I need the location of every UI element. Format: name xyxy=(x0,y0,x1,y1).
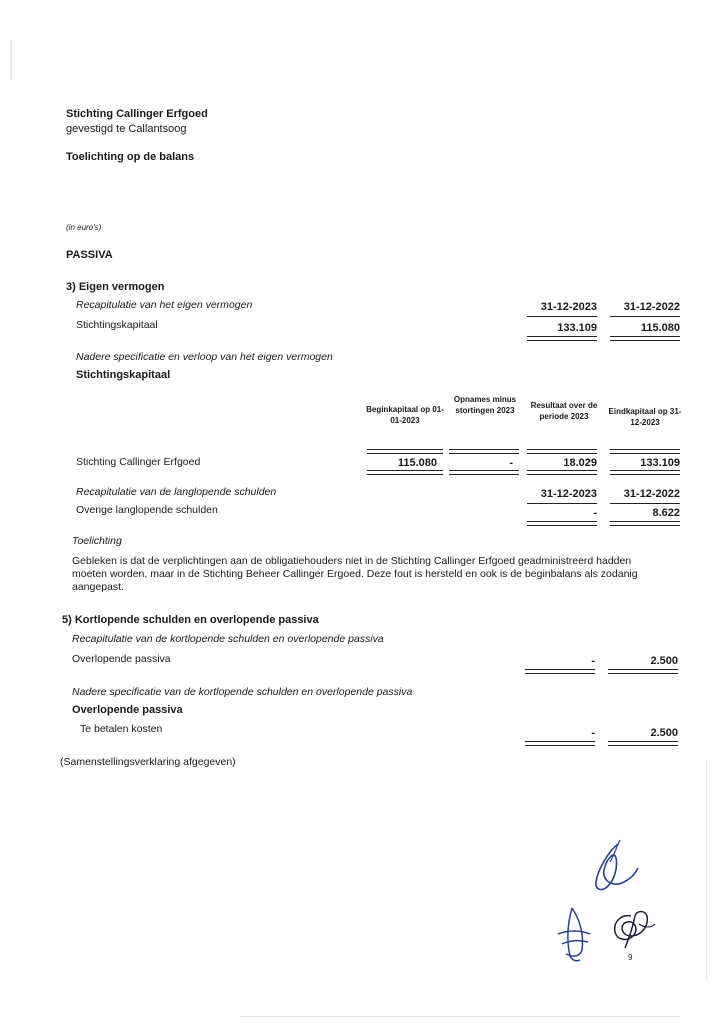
kortlopend-spec-heading: Nadere specificatie van de kortlopende schulden en overlopende passiva xyxy=(72,686,413,698)
double-underline xyxy=(525,669,595,674)
overlopende-passiva-label: Overlopende passiva xyxy=(72,653,171,665)
langlopend-row-label: Overige langlopende schulden xyxy=(76,504,218,516)
signature-3 xyxy=(605,906,657,950)
col-beginkapitaal: Beginkapitaal op 01-01-2023 xyxy=(366,405,444,425)
col-header-2022: 31-12-2022 xyxy=(623,301,680,313)
double-underline xyxy=(610,521,680,526)
langlopend-2023: - xyxy=(593,507,597,519)
stichtingskapitaal-2023: 133.109 xyxy=(557,322,597,334)
recap-eigen-vermogen-label: Recapitulatie van het eigen vermogen xyxy=(76,299,253,311)
stichtingskapitaal-2022: 115.080 xyxy=(640,322,680,334)
page-number: 9 xyxy=(628,953,633,962)
double-underline xyxy=(610,336,680,341)
langlopend-col-2023: 31-12-2023 xyxy=(540,488,597,500)
specificatie-heading: Nadere specificatie en verloop van het eigen vermogen xyxy=(76,351,333,363)
spec-opnames-value: - xyxy=(509,457,513,469)
double-underline xyxy=(367,470,443,475)
recap-kortlopend-label: Recapitulatie van de kortlopende schulden en overlopende passiva xyxy=(72,633,384,645)
te-betalen-kosten-label: Te betalen kosten xyxy=(80,723,163,735)
toelichting-heading: Toelichting xyxy=(72,535,122,547)
scan-artifact xyxy=(240,1016,680,1017)
document-title: Toelichting op de balans xyxy=(66,151,195,163)
toelichting-text: Gebleken is dat de verplichtingen aan de obligatiehouders niet in de Stichting Callinger Erfgoed geadministreerd hadden moeten worden, maar in de Stichting Beheer Callinger Ergoed. Deze fout is hersteld en ook is de beginbalans als zodanig aangepast. xyxy=(72,555,638,593)
kortlopend-spec-subheading: Overlopende passiva xyxy=(72,704,183,716)
double-underline xyxy=(449,470,519,475)
col-eindkapitaal: Eindkapitaal op 31-12-2023 xyxy=(608,407,682,427)
double-line xyxy=(367,449,443,454)
overlopende-passiva-2023: - xyxy=(591,655,595,667)
col-resultaat: Resultaat over de periode 2023 xyxy=(530,401,598,421)
kortlopend-heading: 5) Kortlopende schulden en overlopende passiva xyxy=(62,614,319,626)
header-underline xyxy=(527,503,597,504)
double-underline xyxy=(610,470,680,475)
specificatie-subheading: Stichtingskapitaal xyxy=(76,369,171,381)
eigen-vermogen-heading: 3) Eigen vermogen xyxy=(66,281,165,293)
spec-eind-value: 133.109 xyxy=(640,457,680,469)
stichtingskapitaal-label: Stichtingskapitaal xyxy=(76,319,158,331)
org-location: gevestigd te Callantsoog xyxy=(66,123,187,135)
double-underline xyxy=(527,336,597,341)
langlopend-col-2022: 31-12-2022 xyxy=(623,488,680,500)
section-title: PASSIVA xyxy=(66,249,113,261)
double-line xyxy=(610,449,680,454)
scan-artifact xyxy=(706,760,707,980)
spec-resultaat-value: 18.029 xyxy=(563,457,597,469)
langlopend-2022: 8.622 xyxy=(652,507,680,519)
scan-artifact xyxy=(10,40,12,80)
header-underline xyxy=(610,503,680,504)
signature-1 xyxy=(580,838,650,898)
signature-2 xyxy=(552,904,602,964)
unit-note: (in euro's) xyxy=(66,223,102,232)
double-underline xyxy=(608,741,678,746)
double-underline xyxy=(525,741,595,746)
double-underline xyxy=(527,470,597,475)
header-underline xyxy=(527,316,597,317)
recap-langlopend-label: Recapitulatie van de langlopende schulden xyxy=(76,486,277,498)
footer-note: (Samenstellingsverklaring afgegeven) xyxy=(60,756,236,768)
org-name: Stichting Callinger Erfgoed xyxy=(66,108,208,120)
spec-row-label: Stichting Callinger Erfgoed xyxy=(76,456,201,468)
double-line xyxy=(449,449,519,454)
te-betalen-kosten-2022: 2.500 xyxy=(650,727,678,739)
double-line xyxy=(527,449,597,454)
header-underline xyxy=(610,316,680,317)
spec-begin-value: 115.080 xyxy=(397,457,437,469)
col-opnames: Opnames minus stortingen 2023 xyxy=(453,395,517,415)
col-header-2023: 31-12-2023 xyxy=(540,301,597,313)
overlopende-passiva-2022: 2.500 xyxy=(650,655,678,667)
te-betalen-kosten-2023: - xyxy=(591,727,595,739)
double-underline xyxy=(608,669,678,674)
double-underline xyxy=(527,521,597,526)
